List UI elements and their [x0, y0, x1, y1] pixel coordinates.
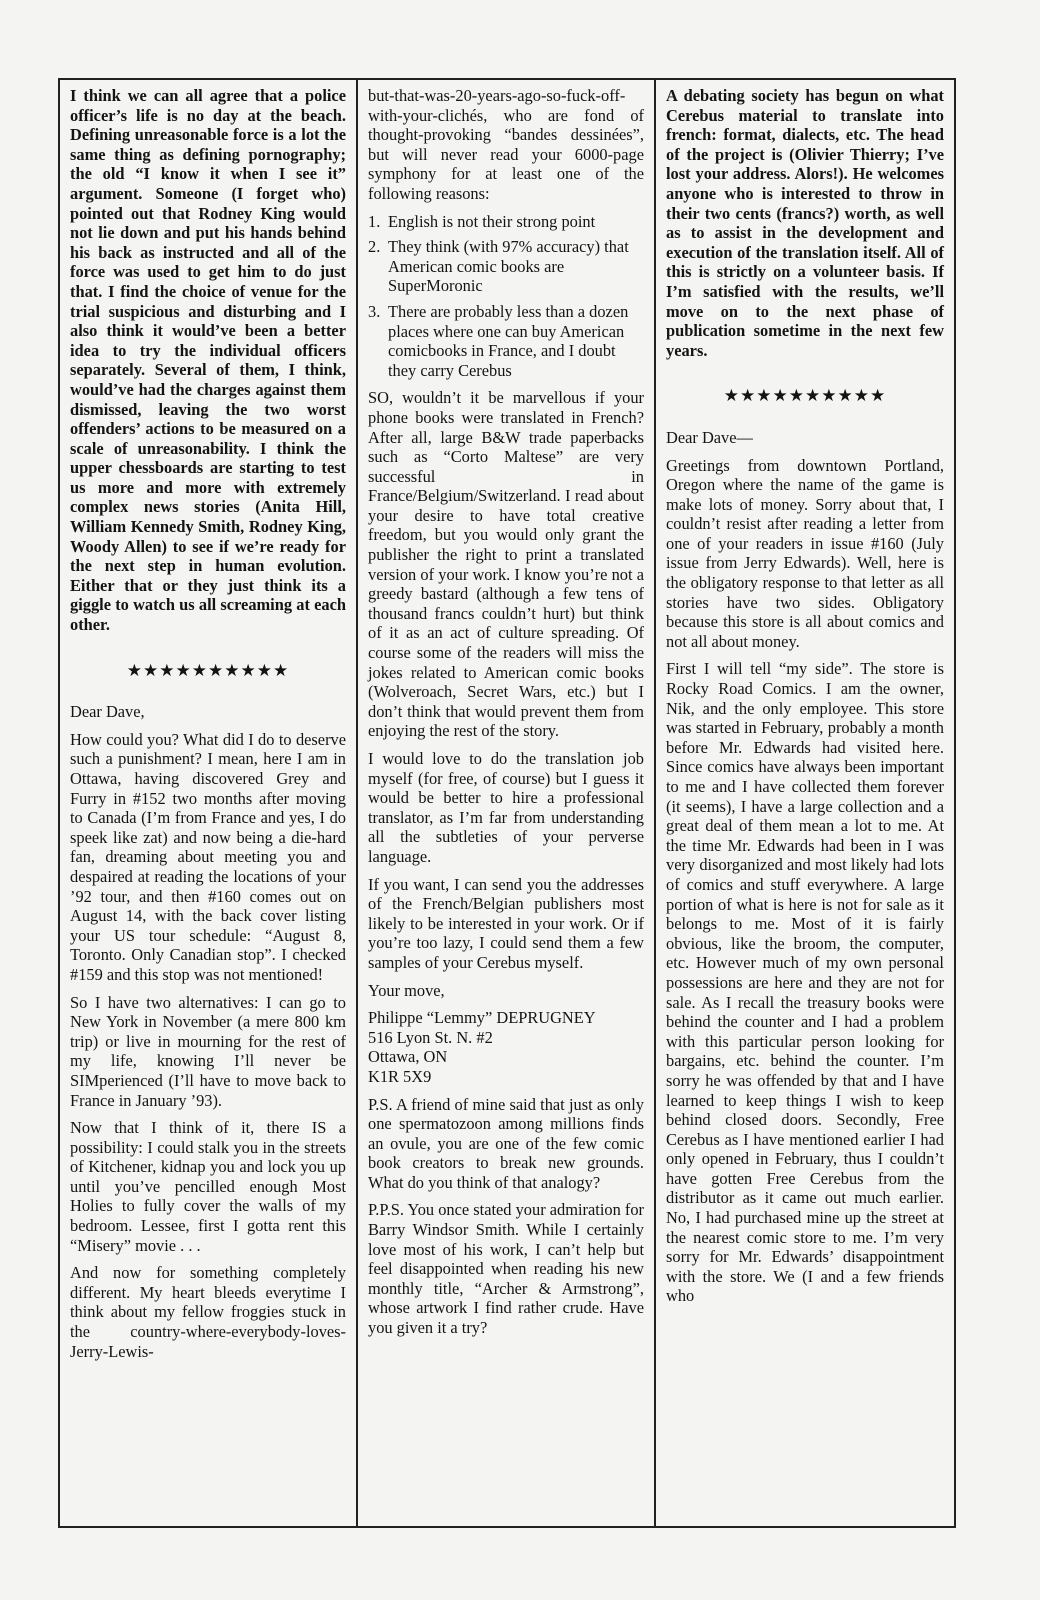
editor-response-paragraph: A debating society has begun on what Cerebus material to translate into french: format, dialects, etc. The head of the project is (Olivier Thierry; I’ve lost your address. Alors!). He welcomes anyone who is interested to throw in their two cents (francs?) worth, as well as to assist in the development and execution of the translation itself. All of this is strictly on a volunteer basis. If I’m satisfied with the results, we’ll move on to the next phase of publication sometime in the next few years. — [666, 86, 944, 360]
address-line: 516 Lyon St. N. #2 — [368, 1027, 493, 1047]
letter-paragraph: Greetings from downtown Portland, Oregon where the name of the game is make lots of money. Sorry about that, I couldn’t resist after reading a letter from one of your readers in issue #160 (July issue from Jerry Edwards). Well, here is the obligatory response to that letter as all stories have two sides. Obligatory because this store is all about comics and not all about money. — [666, 455, 944, 651]
list-number: 2. — [368, 237, 381, 257]
list-number: 1. — [368, 211, 381, 231]
list-text: There are probably less than a dozen places where one can buy American comicbooks in France, and I doubt they carry Cerebus — [388, 301, 629, 380]
star-separator: ★★★★★★★★★★ — [723, 386, 887, 406]
letter-signoff: Your move, — [368, 980, 445, 1000]
address-line: K1R 5X9 — [368, 1066, 432, 1086]
letters-page-frame — [58, 78, 956, 1528]
postscript: P.P.S. You once stated your admiration for Barry Windsor Smith. While I certainly love most of his work, I can’t help but feel disappointed when reading his new monthly title, “Archer & Armstrong”, whose artwork I find rather crude. Have you given it a try? — [368, 1200, 644, 1338]
postscript: P.S. A friend of mine said that just as only one spermatozoon among millions finds an ovule, you are one of the few comic book creators to break new grounds. What do you think of that analogy? — [368, 1094, 644, 1192]
letter-paragraph: How could you? What did I do to deserve such a punishment? I mean, here I am in Ottawa, having discovered Grey and Furry in #152 two months after moving to Canada (I’m from France and yes, I do speek like zat) and now being a die-hard fan, dreaming about meeting you and despaired at reading the locations of your ’92 tour, and then #160 comes out on August 14, with the back cover listing your US tour schedule: “August 8, Toronto. Only Canadian stop”. I checked #159 and this stop was not mentioned! — [70, 729, 346, 984]
list-item — [368, 237, 644, 296]
letter-salutation: Dear Dave— — [666, 427, 753, 447]
star-separator: ★★★★★★★★★★ — [126, 660, 290, 680]
letter-salutation: Dear Dave, — [70, 702, 145, 722]
letter-paragraph: I would love to do the translation job myself (for free, of course) but I guess it would be better to hire a professional translator, as I’m far from understanding all the subtleties of your perverse language. — [368, 749, 644, 866]
letter-paragraph: So I have two alternatives: I can go to New York in November (a mere 800 km trip) or live in mourning for the rest of my life, knowing I’ll never be SIMperienced (I’ll have to move back to France in January ’93). — [70, 992, 346, 1110]
address-line: Ottawa, ON — [368, 1047, 448, 1067]
reasons-list — [368, 212, 644, 381]
letter-paragraph: First I will tell “my side”. The store is Rocky Road Comics. I am the owner, Nik, and the only employee. This store was started in February, probably a month before Mr. Edwards had visited here. Since comics have always been important to me and I have collected them forever (it seems), I have a large collection and a great deal of them mean a lot to me. At the time Mr. Edwards had been in I was very disorganized and most likely had lots of comics and stuff everywhere. A large portion of what is here is not for sale as it belongs to me. Most of it is fairly obvious, like the broom, the computer, etc. However much of my own personal possessions are here and they are not for sale. As I recall the treasury books were behind the counter and I had a problem with this particular person looking for bargains, etc. behind the counter. I’m sorry he was offended by that and I have learned to keep things I wish to keep behind closed doors. Secondly, Free Cerebus as I have mentioned earlier I had only opened in February, thus I couldn’t have gotten Free Cerebus from the distributor as it came out much earlier. No, I had purchased mine up the street at the nearest comic store to me. I’m very sorry for Mr. Edwards’ disappointment with the store. We (I and a few friends who — [666, 659, 944, 1306]
letter-paragraph: And now for something completely different. My heart bleeds everytime I think about my fellow froggies stuck in the country-where-everybody-loves-Jerry-Lewis- — [70, 1263, 346, 1361]
list-text: English is not their strong point — [388, 211, 596, 231]
letter-paragraph: If you want, I can send you the addresses of the French/Belgian publishers most likely to be interested in your work. Or if you’re too lazy, I could send them a few samples of your Cerebus myself. — [368, 874, 644, 972]
letter-continuation-paragraph: I think we can all agree that a police officer’s life is no day at the beach. Defining unreasonable force is a lot the same thing as defining pornography; the old “I know it when I see it” argument. Someone (I forget who) pointed out that Rodney King would not lie down and put his hands behind his back as instructed and all of the force was used to get him to do just that. I find the choice of venue for the trial suspicious and disturbing and I also think it would’ve been a better idea to try the individual officers separately. Several of them, I think, would’ve had the charges against them dismissed, leaving the two worst offenders’ actions to be measured on a scale of unreasonability. I think the upper chessboards are starting to test us more and more with extremely complex news stories (Anita Hill, William Kennedy Smith, Rodney King, Woody Allen) to see if we’re ready for the next step in human evolution. Either that or they just think its a giggle to watch us all screaming at each other. — [70, 86, 346, 635]
column-2 — [358, 80, 656, 1526]
letter-paragraph: Now that I think of it, there IS a possibility: I could stalk you in the streets of Kitchener, kidnap you and lock you up until you’ve pencilled enough Most Holies to fully cover the walls of my bedroom. Lessee, first I gotta rent this “Misery” movie . . . — [70, 1118, 346, 1255]
letter-paragraph: SO, wouldn’t it be marvellous if your phone books were translated in French? After all, large B&W trade paperbacks such as “Corto Maltese” are very successful in France/Belgium/Switzerland. I read about your desire to have total creative freedom, but you would only grant the publisher the right to print a translated version of your work. I know you’re not a greedy bastard (although a few tens of thousand francs couldn’t hurt) but think of it as an act of culture spreading. Of course some of the readers will miss the jokes related to American comic books (Wolveroach, Secret Wars, etc.) but I don’t think that would prevent them from enjoying the rest of the story. — [368, 388, 644, 741]
list-item — [368, 302, 644, 380]
list-number: 3. — [368, 301, 381, 321]
sender-name: Philippe “Lemmy” DEPRUGNEY — [368, 1008, 596, 1028]
letter-paragraph: but-that-was-20-years-ago-so-fuck-off-with-your-clichés, who are fond of thought-provoking “bandes dessinées”, but will never read your 6000-page symphony for at least one of the following reasons: — [368, 86, 644, 203]
list-item — [368, 212, 644, 232]
sender-address — [368, 1008, 644, 1086]
column-3 — [656, 80, 954, 1526]
list-text: They think (with 97% accuracy) that American comic books are SuperMoronic — [388, 237, 629, 296]
column-1 — [60, 80, 358, 1526]
